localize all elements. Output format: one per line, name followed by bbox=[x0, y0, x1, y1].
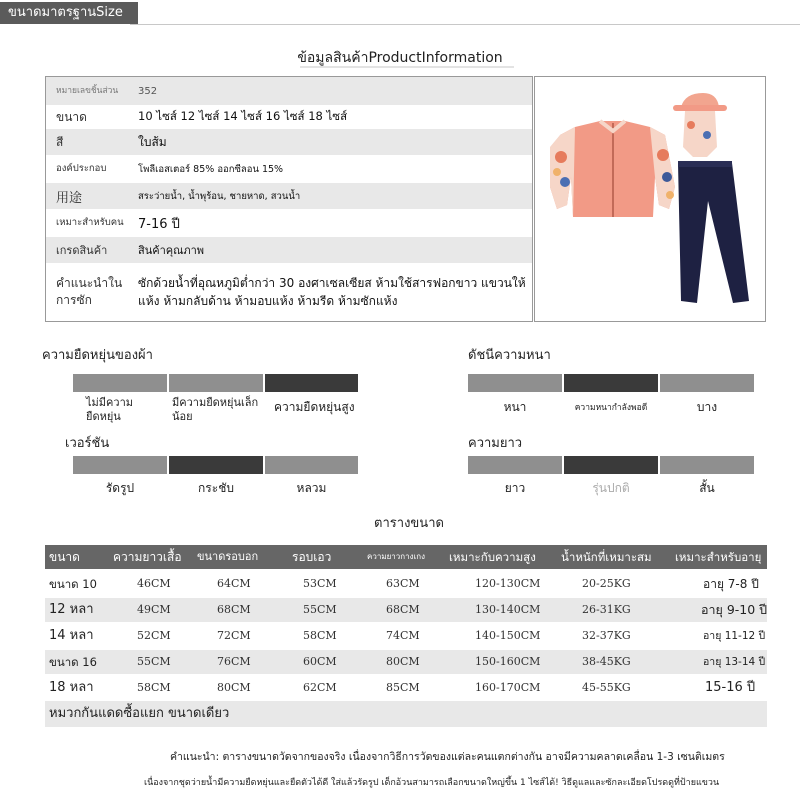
size-table-footer: หมวกกันแดดซื้อแยก ขนาดเดียว bbox=[45, 701, 767, 727]
info-row-part-number: หมายเลขชิ้นส่วน 352 bbox=[46, 77, 532, 105]
info-row-grade: เกรดสินค้า สินค้าคุณภาพ bbox=[46, 237, 532, 263]
title-underline bbox=[300, 66, 514, 68]
col-age: เหมาะสำหรับอายุ bbox=[675, 550, 762, 564]
col-pants-length: ความยาวกางเกง bbox=[367, 552, 426, 561]
col-top-length: ความยาวเสื้อ bbox=[113, 550, 182, 564]
stretch-label-none: ไม่มีความยืดหยุ่น bbox=[86, 396, 133, 423]
thickness-label-thin: บาง bbox=[696, 400, 718, 414]
sun-hat-shape bbox=[673, 93, 727, 157]
version-bar-1 bbox=[73, 456, 167, 474]
stretch-title: ความยืดหยุ่นของผ้า bbox=[42, 348, 153, 363]
length-label-short: สั้น bbox=[699, 481, 715, 495]
table-row: ขนาด 16 55CM 76CM 60CM 80CM 150-160CM 38-45KG อายุ 13-14 ปี bbox=[45, 650, 767, 674]
length-label-regular: รุ่นปกติ bbox=[592, 481, 630, 495]
thickness-bar-1 bbox=[468, 374, 562, 392]
version-bar-3 bbox=[265, 456, 358, 474]
stretch-bar-2 bbox=[169, 374, 263, 392]
col-height: เหมาะกับความสูง bbox=[449, 550, 536, 564]
note-fit: เนื่องจากชุดว่ายน้ำมีความยืดหยุ่นและยืดตัวได้ดี ใส่แล้วรัดรูป เด็กอ้วนสามารถเลือกขนาดใหญ่ขึ้น 1 ไซส์ได้! วิธีดูแลและซักละเอียดโปรดดูที่ป้ายแขวน bbox=[144, 778, 720, 788]
product-info-title: ข้อมูลสินค้าProductInformation bbox=[297, 50, 503, 66]
info-row-usage: 用途 สระว่ายน้ำ, น้ำพุร้อน, ชายหาด, สวนน้ำ bbox=[46, 183, 532, 209]
thickness-title: ดัชนีความหนา bbox=[468, 348, 551, 363]
stretch-label-slight: มีความยืดหยุ่นเล็กน้อย bbox=[172, 396, 259, 423]
length-label-long: ยาว bbox=[504, 481, 526, 495]
info-row-color: สี ใบส้ม bbox=[46, 129, 532, 155]
thickness-bar-2-selected bbox=[564, 374, 658, 392]
col-weight: น้ำหนักที่เหมาะสม bbox=[561, 550, 652, 564]
length-bar-2-selected bbox=[564, 456, 658, 474]
table-row: ขนาด 10 46CM 64CM 53CM 63CM 120-130CM 20-25KG อายุ 7-8 ปี bbox=[49, 577, 759, 591]
swimsuit-illustration bbox=[535, 77, 765, 321]
table-row: 14 หลา 52CM 72CM 58CM 74CM 140-150CM 32-37KG อายุ 11-12 ปี bbox=[49, 628, 766, 643]
size-table-title: ตารางขนาด bbox=[374, 516, 444, 531]
info-row-washing: คำแนะนำในการซัก ซักด้วยน้ำที่อุณหภูมิต่ำกว่า 30 องศาเซลเซียส ห้ามใช้สารฟอกขาว แขวนให้แห้ง ห้ามกลับด้าน ห้ามอบแห้ง ห้ามรีด ห้ามซักแห้ง bbox=[56, 276, 526, 308]
info-row-size: ขนาด 10 ไซส์ 12 ไซส์ 14 ไซส์ 16 ไซส์ 18 ไซส์ bbox=[56, 109, 348, 124]
version-label-loose: หลวม bbox=[296, 481, 327, 495]
version-title: เวอร์ชัน bbox=[65, 436, 110, 451]
info-row-composition: องค์ประกอบ โพลีเอสเตอร์ 85% ออกซีลอน 15% bbox=[56, 163, 284, 175]
col-chest: ขนาดรอบอก bbox=[197, 550, 259, 563]
col-waist: รอบเอว bbox=[292, 550, 332, 564]
col-size: ขนาด bbox=[49, 550, 80, 564]
note-measurement: คำแนะนำ: ตารางขนาดวัดจากของจริง เนื่องจากวิธีการวัดของแต่ละคนแตกต่างกัน อาจมีความคลาดเคลื่อน 1-3 เซนติเมตร bbox=[170, 751, 725, 763]
length-bar-3 bbox=[660, 456, 754, 474]
stretch-bar-1 bbox=[73, 374, 167, 392]
stretch-bar-3-selected bbox=[265, 374, 358, 392]
version-label-fitted: กระชับ bbox=[198, 481, 234, 495]
length-title: ความยาว bbox=[468, 436, 523, 451]
size-table-header bbox=[45, 545, 767, 569]
pants-shape bbox=[678, 161, 749, 303]
info-row-suitable-for: เหมาะสำหรับคน 7-16 ปี bbox=[56, 216, 180, 232]
length-bar-1 bbox=[468, 456, 562, 474]
version-label-tight: รัดรูป bbox=[105, 481, 135, 495]
table-row: 18 หลา 58CM 80CM 62CM 85CM 160-170CM 45-55KG 15-16 ปี bbox=[49, 680, 756, 695]
thickness-label-thick: หนา bbox=[503, 400, 527, 414]
table-row: 12 หลา 49CM 68CM 55CM 68CM 130-140CM 26-31KG อายุ 9-10 ปี bbox=[45, 598, 767, 622]
jacket-shape bbox=[550, 121, 675, 217]
header-tag: ขนาดมาตรฐานSize bbox=[0, 2, 138, 24]
header-divider bbox=[130, 24, 800, 25]
version-bar-2-selected bbox=[169, 456, 263, 474]
product-info-table bbox=[45, 76, 533, 322]
thickness-bar-3 bbox=[660, 374, 754, 392]
stretch-label-high: ความยืดหยุ่นสูง bbox=[274, 400, 355, 414]
product-photo bbox=[534, 76, 766, 322]
thickness-label-medium: ความหนากำลังพอดี bbox=[574, 403, 648, 413]
